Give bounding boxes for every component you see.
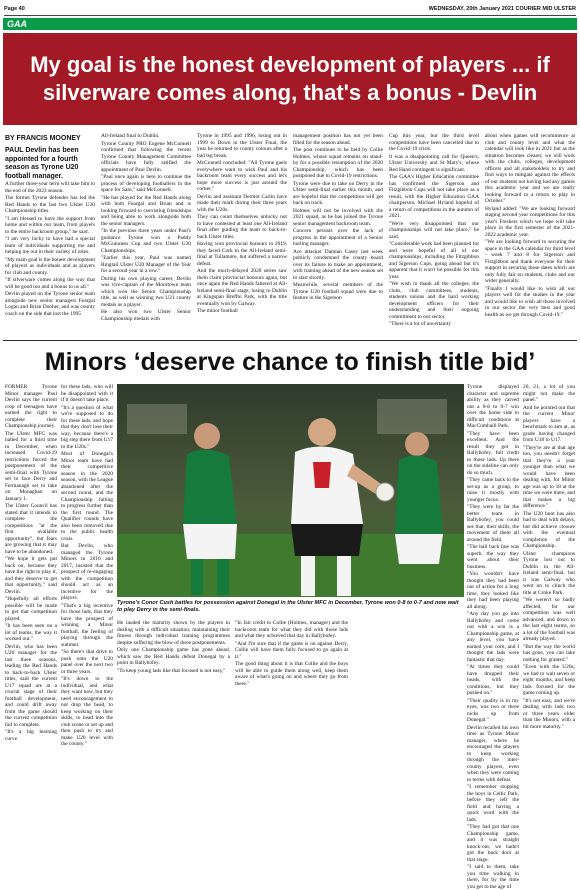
paragraph: "It's down to the individual, and what they want now, but they need encouragement to not drop the head, to keep working on their skills, to head into the club scene or set up and then push to try and make U20 level with the county." bbox=[61, 676, 113, 747]
paragraph: "But the way the world has gone, you can take nothing for granted." bbox=[523, 643, 575, 663]
paragraph: Most of Donegal's Minor team have had their competitive season in the 2020 season, with the League abandoned after the second round, and the Championship falling to progress further than the first round. The Qualifier rounds have also been removed due to the public health crisis. bbox=[61, 451, 113, 542]
paragraph: "We wish to thank all the colleges, the clubs, club committees, students, students unions and the hard working development officers for their understanding and their ongoing commitment to our sector. bbox=[389, 281, 479, 320]
paragraph: Devlin recalled his own time as Tyrone Minor manager, where he encouraged the players to keep working through the inter-county players, even when they were coming to terms with defeat. bbox=[467, 724, 519, 783]
paragraph: "My main goal is the honest development of players as individuals and as players for club and county. bbox=[5, 256, 95, 276]
paragraph: McConnell concluded: "All Tyrone gaels everywhere want to wish Paul and his backroom team every success and let's hope more success is just around the corner." bbox=[197, 160, 287, 192]
paragraph: "I am very lucky to have had a special team of individuals supporting me and helping me out in their variety of roles. bbox=[5, 236, 95, 256]
paragraph: During his own playing career, Devlin was vice-captain of the Moortown team which won the Senior Championship title, as well as winning two U21 county medals as a player. bbox=[101, 275, 191, 308]
article1-column-3 bbox=[197, 133, 287, 341]
date-line: WEDNESDAY, 20th January 2021 COURIER MID ULSTER bbox=[428, 6, 576, 12]
paragraph: Holmes will not be involved with the 2021 squad, as he has joined the Tyrone senior management backroom team. bbox=[293, 207, 383, 227]
paragraph: "I said to them, take you time walking in there, for by the time you get to the age of bbox=[467, 864, 519, 890]
paragraph: Tyrone were due to take on Derry in the Ulster semi-final earlier this month, and are hopeful that the competition will get back on track. bbox=[293, 180, 383, 206]
paragraph: "We're very disappointed that our championships will not take place," he said. bbox=[389, 220, 479, 240]
paragraph: The Ulster Council has stated that it intends to complete the competitions "at the first available opportunity", but fears are growing that it may have to be abandoned. bbox=[5, 503, 57, 555]
paragraph: The U20 boot has also had to deal with delays, but did achieve closure with the eventual completion of the Championship. bbox=[523, 510, 575, 549]
byline: BY FRANCIS MOONEY bbox=[5, 135, 81, 142]
paragraph: for these lads, who will be disappointed with it if it doesn't take place. bbox=[61, 384, 113, 403]
paragraph: "If silverware comes along the way that will be good too and a bonus to us all." bbox=[5, 277, 95, 290]
paragraph: The minor football bbox=[197, 308, 238, 314]
paragraph: "It has been seen on a lot of teams, the way it worked out." bbox=[5, 623, 57, 642]
paragraph: Meanwhile, several members of the Tyrone U20 football squad were due to feature in the Sigerson bbox=[293, 282, 383, 301]
paragraph: He also won two Ulster Senior Championship medals with bbox=[101, 309, 191, 322]
article1-column-5 bbox=[389, 133, 479, 341]
article1-column-4 bbox=[293, 133, 383, 341]
paragraph: Ace attacker Damian Casey last week publicly condemned the county board over its failure to make an appointment, with training ahead of the new season set to start shortly. bbox=[293, 248, 383, 281]
paragraph: 20, 21, a lot of you might not make the panel." bbox=[523, 384, 575, 403]
article1-col1-paragraphs bbox=[5, 181, 95, 317]
paragraph: And he pointed out that the current Minor players have a benchmark to aim at, as grade having changed from U18 to U17. bbox=[523, 404, 575, 443]
page-number: Page 40 bbox=[4, 6, 25, 12]
paragraph: Devlin played on the Tyrone senior team alongside new senior managers Feargal Logan and Brian Dooher, and was county coach on the side that lost the 1995 bbox=[5, 291, 95, 317]
football bbox=[376, 483, 394, 501]
page-header bbox=[4, 4, 576, 14]
article2-column-1 bbox=[5, 384, 57, 742]
paragraph: Hyland added: "We are looking forward staging second year competitions for this year's Freshers which we hope will take place in the first semester of the 2021-2022 academic year. bbox=[485, 205, 575, 238]
article1-headline: My goal is the honest development of players ... if silverware comes along, that's a bonus - Devlin bbox=[30, 52, 550, 105]
paragraph: Devlin and assistant Dermot Carlin have made their mark during their three years with the U20s. bbox=[197, 193, 287, 213]
article2-body bbox=[5, 384, 575, 890]
paragraph: "To keep young lads like that focused is not easy," bbox=[117, 667, 226, 674]
article2-column-5 bbox=[467, 384, 519, 890]
article1-column-1 bbox=[5, 133, 95, 341]
paragraph: The GAA's Higher Education committee has confirmed the Sigerson and Fitzgibbon Cups will not take place as a result, with the Higher Education GAA chairperson, Michael Hyland hopeful of a return of competitions in the autumn of 2021. bbox=[389, 174, 479, 219]
paragraph: Concern persists over the lack of progress in the appointment of a Senior hurling manager. bbox=[293, 228, 383, 247]
photo-caption: Tyrone's Conor Cush battles for possession against Donegal in the Ulster MFC in December. Tyrone won 0-8 to 0-7 and now wait to play Derry in the semi-finals. bbox=[117, 600, 459, 613]
paragraph: "At times they could have dropped their heads, with the conditions, but they pushed on." bbox=[467, 664, 519, 696]
paragraph: "Paul once again is here to continue the process of developing footballers in the space for Sam," said McConnell. bbox=[101, 174, 191, 193]
paragraph: The Ulster MFC was halted for a third time in December, when increased Covid-19 restrictions forced the postponement of the semi-final with Tyrone set to face Derry and Fermanagh set to take on Monaghan on January 1. bbox=[5, 430, 57, 502]
paragraph: "Considerable work had been planned for and were hopeful of all of our championships, including the Fitzgibbon and Sigerson Cups, going ahead but it's apparent that it won't be possible for this year. bbox=[389, 241, 479, 280]
paragraph: about when games will recommence at club and county level and what the calendar will look like in 2021 but as the situation becomes clearer, we will work with the clubs, colleges, development officers and all stakeholders to try and find ways to mitigate against the effects of our students not having had any games this academic year and we are really looking forward to a return to play in October." bbox=[485, 133, 575, 204]
paragraph: "It's a question of what we're supposed to do for these lads, and hope that they don't lose their way, because there's a big step there from U17 to the U20s." bbox=[61, 404, 113, 450]
paragraph: "They have been excellent. And the result they got in Ballybofey, full credit to those lads. Up there on the sideline can only do so much. bbox=[467, 430, 519, 476]
article2-column-6 bbox=[523, 384, 575, 736]
section-label: GAA bbox=[7, 19, 27, 29]
paragraph: "They were by far the better team in Ballybofey, you could see that, their skills, the movement of them all around the field. bbox=[467, 504, 519, 543]
paragraph: "You wouldn't have thought they had been out of action for a long time, they looked like they had been playing all along. bbox=[467, 571, 519, 610]
section-bar bbox=[3, 18, 577, 30]
article2-column-3 bbox=[117, 620, 230, 736]
paragraph: They can count themselves unlucky not to have contested at least one All-Ireland final after guiding the team to back-to-back Ulster titles. bbox=[197, 214, 287, 240]
article2-headline: Minors ‘deserve chance to finish title bid’ bbox=[44, 348, 536, 376]
paragraph: The good thing about it is that Collie and the boys will be able to guide them along well, keep them aware of what's going on and where they go from there." bbox=[235, 661, 348, 687]
paragraph: "The ball back line was superb, the way they went about their business. bbox=[467, 544, 519, 570]
paragraph: "There is a lot of uncertainty bbox=[389, 321, 451, 327]
article2-column-4 bbox=[235, 620, 348, 736]
article1-column-6 bbox=[485, 133, 575, 341]
paragraph: "They came back to the set-up as a group, to raise it mostly with younger focus. bbox=[467, 477, 519, 503]
paragraph: "Any day you go into Ballybofey and come out with a win is a Championship game, at any level, you have earned your corn, and I thought the lads were fantastic that day. bbox=[467, 611, 519, 663]
paragraph: Tyrone County PRO Eugene McConnell confirmed that following the recent Tyrone County Management Committee officials have fully ratified the appointment of Paul Devlin. bbox=[101, 140, 191, 173]
paragraph: "In the previous three years under Paul's guidance Tyrone won a Paddy McGuinness Cup and two Ulster U20 Championships. bbox=[101, 228, 191, 254]
paragraph: FORMER Tyrone Minor manager Paul Devlin says the current crop of teenagers have earned the right to complete their Championship journey. bbox=[5, 384, 57, 429]
paragraph: All-Ireland final to Dublin. bbox=[101, 133, 160, 139]
paragraph: "So there's that drive to push onto the U20 panel over the next two or three years. bbox=[61, 649, 113, 675]
paragraph: "Finally I would like to wish all our players well for the studies in the year and would like to wish all those involved in our sector the very best and good health as we get through Covid-19." bbox=[485, 285, 575, 318]
paragraph: "They're are at that age too, you needn't forget that they're a year younger than what we would have been dealing with, for Minor age was up to 18 at the time we were there, and that makes a big difference." bbox=[523, 444, 575, 509]
paragraph: "He has played for the Red Hands along with both Feargal and Brian and is looking forward to coexisting friendships and being able to work alongside both the senior managers. bbox=[101, 194, 191, 227]
paragraph: "And I'm sure that if the game is on against Derry, Collie will have them fully focused to go again at it." bbox=[235, 640, 348, 660]
match-photo bbox=[117, 384, 464, 597]
paragraph: "It's not easy, and we're dealing with lads two or three years older than the Minors, with a bit more maturity." bbox=[523, 697, 575, 730]
article1-body bbox=[5, 133, 575, 341]
paragraph: "Hopefully all efforts possible will be made to get that competition played. bbox=[5, 596, 57, 622]
paragraph: "We hope it gets put back on, because they have the right to play it, and they deserve to get that opportunity," said Devlin. bbox=[5, 556, 57, 595]
paragraph: Tyrone in 1995 and 1996, losing out in 1999 to Down in the Ulster Final, the year he returned to county colours after a bad leg break. bbox=[197, 133, 287, 159]
paragraph: But Devlin, who managed the Tyrone Minors in 2016 and 2017, insisted that the prospect of re-engaging with the competition should act as an incentive for the players. bbox=[61, 543, 113, 601]
paragraph: Ulster champions Tyrone lost out to Dublin in the All-Ireland semi-final, but it was Galway who went on to clinch the title at Croke Park. bbox=[523, 550, 575, 596]
paragraph: The former Tyrone defender has led the Red Hands to the last two Ulster U20 Championship titles. bbox=[5, 195, 95, 215]
paragraph: The post continues to be held by Collie Holmes, whose squad remains on stand-by for a possible resumption of the 2020 Championship, which has been postponed due to Covid-19 restrictions. bbox=[293, 147, 383, 179]
paragraph: It was a disappointing call for Queen's, Ulster University and St Mary's, whose Red Hand contingent is significant. bbox=[389, 153, 479, 173]
paragraph: "We are looking forward to securing the space in the GAA calendar for third level - week 7 and 8 for Sigerson and Fitzgibbon and thank everyone for their support in securing these dates which are only fully fair on students, clubs and our wider generally. bbox=[485, 239, 575, 284]
paragraph: "Earlier this year, Paul was named Ringtail Ulster U20 Manager of the Year for a second year in a row." bbox=[101, 255, 191, 274]
paragraph: "I am blessed to have the support from home and within our team, from players to the entire backroom group," he said. bbox=[5, 215, 95, 235]
paragraph: "Even with the U20s, we had to wait seven or eight months, and keep lads focused for the game coming up. bbox=[523, 664, 575, 696]
paragraph: He lauded the maturity shown by the players in dealing with a difficult situation, maintaining their fitness through individual training programmes despite suffering the blow of three postponements. bbox=[117, 620, 230, 646]
paragraph: And the much-delayed 2020 series saw them claim provincial honours again, but once again the Red Hands faltered at All-Ireland semi-final stage, losing to Dublin at Kingspan Breffni Park, with the title eventually won by Galway. bbox=[197, 268, 287, 307]
article1-column-2 bbox=[101, 133, 191, 341]
paragraph: "In fair credit to Collie (Holmes, manager) and the backroom team for what they did with those lads and what they achieved that day in Ballybofey. bbox=[235, 620, 348, 639]
header-rule bbox=[4, 15, 576, 16]
paragraph: Having won provincial honours in 2019, they faced Cork in the All-Ireland semi-final at Tullamore, but suffered a narrow defeat. bbox=[197, 241, 287, 267]
paragraph: "I remember stopping the boys in Celtic Park, before they left the field and having a quick word with the lads. bbox=[467, 784, 519, 823]
paragraph: management position has not yet been filled for the season ahead. bbox=[293, 133, 383, 146]
paragraph: Cup this year, but the third level competitions have been cancelled due to the Covid-19 crisis. bbox=[389, 133, 479, 152]
paragraph: Devlin, who has been U20 manager for the last three seasons, leading the Red Hands to back-to-back Ulster titles, said the current U17 squad are at a crucial stage of their football development, and could drift away from the game should the current competition fail to complete. bbox=[5, 643, 57, 728]
paragraph: "We weren't so badly affected, for our competition was well advanced, and down to the last eight teams, so a lot of the football was already played. bbox=[523, 597, 575, 642]
paragraph: Only one Championship game has gone ahead, which saw the Red Hands defeat Donegal by a point in Ballybofey. bbox=[117, 647, 230, 666]
match-photo-image bbox=[117, 384, 464, 597]
article2-column-2 bbox=[61, 384, 113, 747]
headline-box bbox=[3, 33, 577, 125]
article-divider bbox=[3, 340, 577, 341]
paragraph: "That's a big incentive for those lads, that they have the prospect of winning a Minor football, the feeling of playing through the summer. bbox=[61, 602, 113, 648]
paragraph: Tyrone displayed character and supreme ability as they carved out a 0-8 to 0-7 win over the home side in difficult conditions at MacCumhaill Park. bbox=[467, 384, 519, 429]
paragraph: "They had got that one Championship game, and it was straight knock-out, we hadn't got the back door at that stage. bbox=[467, 824, 519, 863]
article1-intro: PAUL Devlin has been appointed for a fourth season as Tyrone U20 football manager. bbox=[5, 147, 79, 180]
paragraph: A further three-year term will take him to the end of the 2023 season. bbox=[5, 181, 95, 194]
paragraph: "It's a big learning curve bbox=[5, 729, 57, 742]
paragraph: "Their quality is in my eyes, was two or three nicks up from Donegal." bbox=[467, 697, 519, 723]
